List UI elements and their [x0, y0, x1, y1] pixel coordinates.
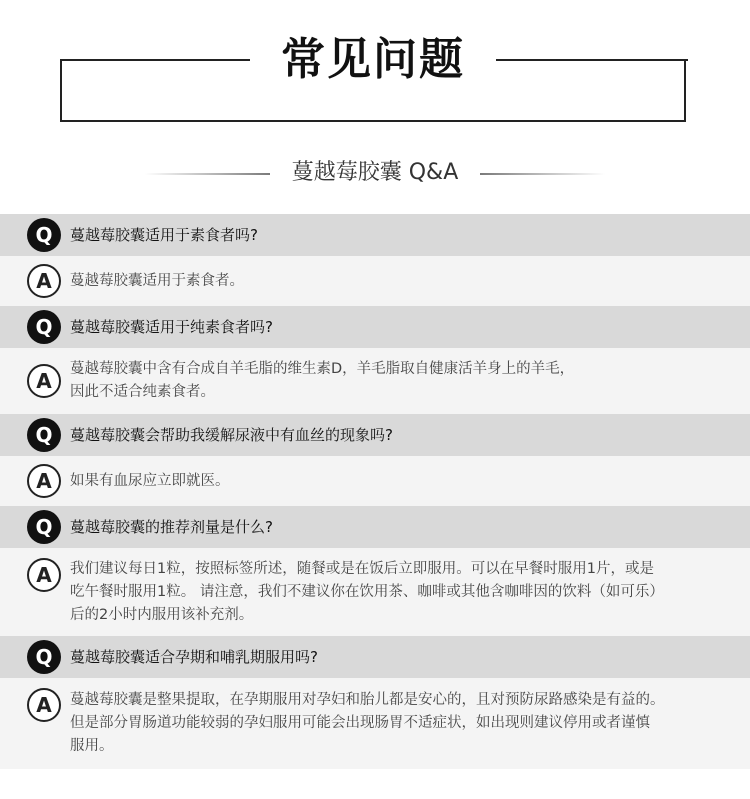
question-badge-icon: Q: [27, 310, 61, 344]
answer-line: 蔓越莓胶囊适用于素食者。: [70, 272, 244, 289]
question-row: [0, 636, 750, 678]
question-row: [0, 214, 750, 256]
answer-badge-icon: A: [27, 464, 61, 498]
answer-line: 我们建议每日1粒，按照标签所述，随餐或是在饭后立即服用。可以在早餐时服用1片，或是: [70, 560, 654, 577]
question-text: 蔓越莓胶囊的推荐剂量是什么?: [70, 518, 273, 536]
question-text: 蔓越莓胶囊适合孕期和哺乳期服用吗?: [70, 648, 318, 666]
question-badge-icon: Q: [27, 510, 61, 544]
question-row: [0, 506, 750, 548]
answer-line: 但是部分胃肠道功能较弱的孕妇服用可能会出现肠胃不适症状，如出现则建议停用或者谨慎: [70, 715, 650, 731]
answer-text: [70, 358, 574, 404]
page-title: 常见问题: [281, 34, 465, 85]
question-badge-icon: Q: [27, 418, 61, 452]
answer-row: [0, 348, 750, 414]
header-rule-right: [496, 59, 688, 61]
answer-line: 因此不适合纯素食者。: [70, 384, 215, 400]
answer-text: [70, 470, 230, 493]
question-badge-icon: Q: [27, 218, 61, 252]
answer-row: [0, 678, 750, 769]
question-text: 蔓越莓胶囊适用于素食者吗?: [70, 226, 258, 244]
subtitle-rule-right: [480, 173, 605, 175]
answer-text: [70, 270, 244, 293]
answer-badge-icon: A: [27, 264, 61, 298]
answer-line: 蔓越莓胶囊中含有合成自羊毛脂的维生素D，羊毛脂取自健康活羊身上的羊毛，: [70, 361, 575, 377]
question-row: [0, 306, 750, 348]
answer-badge-icon: A: [27, 364, 61, 398]
question-text: 蔓越莓胶囊会帮助我缓解尿液中有血丝的现象吗?: [70, 426, 393, 444]
answer-badge-icon: A: [27, 558, 61, 592]
answer-text: [70, 558, 664, 627]
question-text: 蔓越莓胶囊适用于纯素食者吗?: [70, 318, 273, 336]
answer-line: 蔓越莓胶囊是整果提取，在孕期服用对孕妇和胎儿都是安心的，且对预防尿路感染是有益的。: [70, 692, 665, 708]
answer-row: [0, 456, 750, 506]
header-rule-left: [60, 59, 250, 61]
answer-line: 如果有血尿应立即就医。: [70, 472, 230, 489]
faq-list: [0, 214, 750, 769]
section-subtitle: 蔓越莓胶囊 Q&A: [291, 160, 459, 185]
answer-badge-icon: A: [27, 688, 61, 722]
answer-line: 后的2小时内服用该补充剂。: [70, 606, 254, 623]
answer-line: 吃午餐时服用1粒。 请注意，我们不建议你在饮用茶、咖啡或其他含咖啡因的饮料（如可乐）: [70, 583, 664, 600]
question-row: [0, 414, 750, 456]
answer-row: [0, 548, 750, 636]
answer-line: 服用。: [70, 738, 114, 754]
answer-row: [0, 256, 750, 306]
answer-text: [70, 689, 665, 758]
question-badge-icon: Q: [27, 640, 61, 674]
